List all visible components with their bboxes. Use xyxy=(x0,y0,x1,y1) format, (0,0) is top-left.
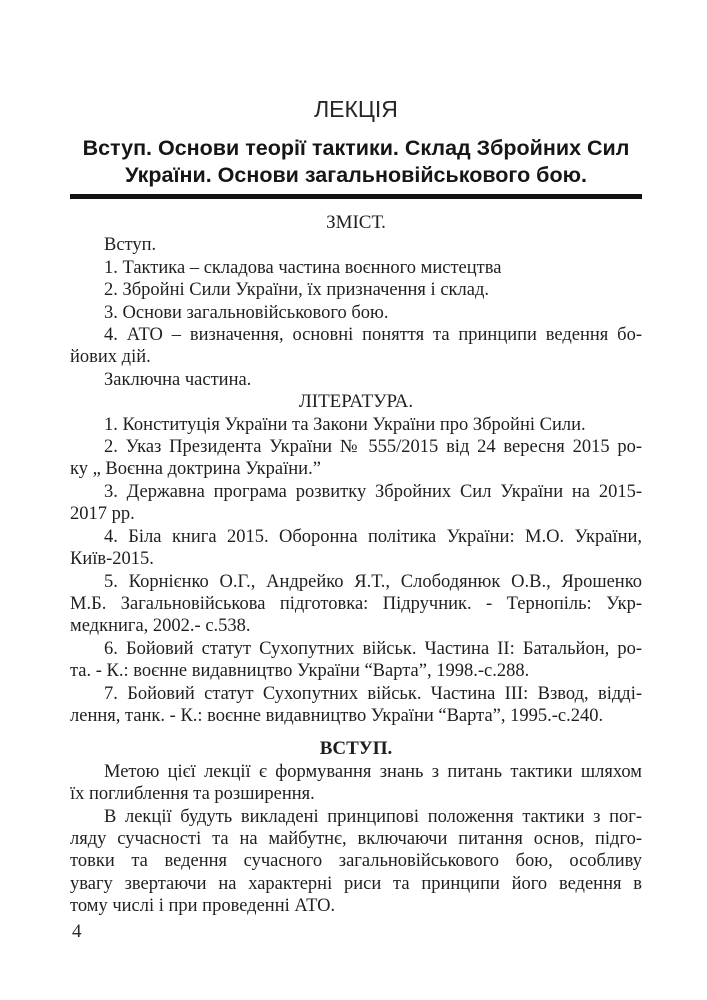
title-line: України. Основи загальновійськового бою. xyxy=(125,163,587,187)
document-title xyxy=(70,135,642,189)
section-heading-zmist: ЗМІСТ. xyxy=(326,212,386,233)
paragraph-line: ку „ Воєнна доктрина України.” xyxy=(70,459,321,480)
paragraph xyxy=(70,369,642,391)
paragraph-line: 1. Тактика – складова частина воєнного мистецтва xyxy=(104,257,502,278)
paragraph xyxy=(70,414,642,436)
paragraph xyxy=(70,481,642,526)
paragraph-line: 2017 рр. xyxy=(70,504,135,525)
paragraph xyxy=(70,257,642,279)
page-content xyxy=(70,0,642,918)
paragraph xyxy=(70,571,642,638)
paragraph xyxy=(70,683,642,728)
paragraph-line: 5. Корнієнко О.Г., Андрейко Я.Т., Слободянюк О.В., Ярошенко xyxy=(104,571,642,592)
paragraph-line: медкнига, 2002.- с.538. xyxy=(70,616,251,637)
paragraph-line: товки та ведення сучасного загальновійськового бою, особливу xyxy=(70,851,642,872)
paragraph xyxy=(70,761,642,806)
paragraph-line: 2. Збройні Сили України, їх призначення і склад. xyxy=(104,280,489,301)
page-number: 4 xyxy=(72,921,82,942)
paragraph xyxy=(70,324,642,369)
sections xyxy=(70,212,642,918)
paragraph-line: Метою цієї лекції є формування знань з питань тактики шляхом xyxy=(104,761,642,782)
paragraph-line: та. - К.: воєнне видавництво України “Варта”, 1998.-с.288. xyxy=(70,661,530,682)
paragraph-line: В лекції будуть викладені принципові положення тактики з пог- xyxy=(104,806,642,827)
paragraph-line: ляду сучасності та на майбутнє, включаючи питання основ, підго- xyxy=(70,828,642,849)
paragraph-line: увагу звертаючи на характерні риси та принципи його ведення в xyxy=(70,873,642,894)
paragraph-line: 4. АТО – визначення, основні поняття та принципи ведення бо- xyxy=(104,325,642,346)
paragraph-line: 3. Державна програма розвитку Збройних Сил України на 2015- xyxy=(104,481,642,502)
paragraph xyxy=(70,279,642,301)
paragraph-line: лення, танк. - К.: воєнне видавництво України “Варта”, 1995.-с.240. xyxy=(70,705,604,726)
paragraph-line: М.Б. Загальновійськова підготовка: Підручник. - Тернопіль: Укр- xyxy=(70,593,642,614)
paragraph xyxy=(70,806,642,918)
paragraph-line: 1. Конституція України та Закони України про Збройні Сили. xyxy=(104,414,586,435)
paragraph-line: Київ-2015. xyxy=(70,549,154,570)
paragraph-line: Заключна частина. xyxy=(104,369,252,390)
paragraph-line: 4. Біла книга 2015. Оборонна політика України: М.О. України, xyxy=(104,526,642,547)
paragraph-line: йових дій. xyxy=(70,347,151,368)
title-divider-rule xyxy=(70,194,642,199)
paragraph-line: 3. Основи загальновійськового бою. xyxy=(104,302,389,323)
paragraph xyxy=(70,302,642,324)
section-literatura xyxy=(70,391,642,727)
paragraph-line: Вступ. xyxy=(104,235,157,256)
paragraph xyxy=(70,234,642,256)
paragraph-line: їх поглиблення та розширення. xyxy=(70,784,315,805)
paragraph xyxy=(70,638,642,683)
section-heading-literatura: ЛІТЕРАТУРА. xyxy=(298,391,414,413)
title-line: Вступ. Основи теорії тактики. Склад Збройних Сил xyxy=(82,136,630,160)
section-vstup xyxy=(70,738,642,917)
section-heading-vstup: ВСТУП. xyxy=(319,738,393,760)
paragraph-line: тому числі і при проведенні АТО. xyxy=(70,896,336,917)
paragraph-line: 7. Бойовий статут Сухопутних військ. Частина ІІІ: Взвод, відді- xyxy=(104,683,642,704)
lecture-kicker: ЛЕКЦІЯ xyxy=(314,96,398,122)
paragraph-line: 2. Указ Президента України № 555/2015 від 24 вересня 2015 ро- xyxy=(104,437,642,458)
paragraph xyxy=(70,436,642,481)
paragraph-line: 6. Бойовий статут Сухопутних військ. Частина ІІ: Батальйон, ро- xyxy=(104,638,642,659)
paragraph xyxy=(70,526,642,571)
section-zmist xyxy=(70,212,642,391)
